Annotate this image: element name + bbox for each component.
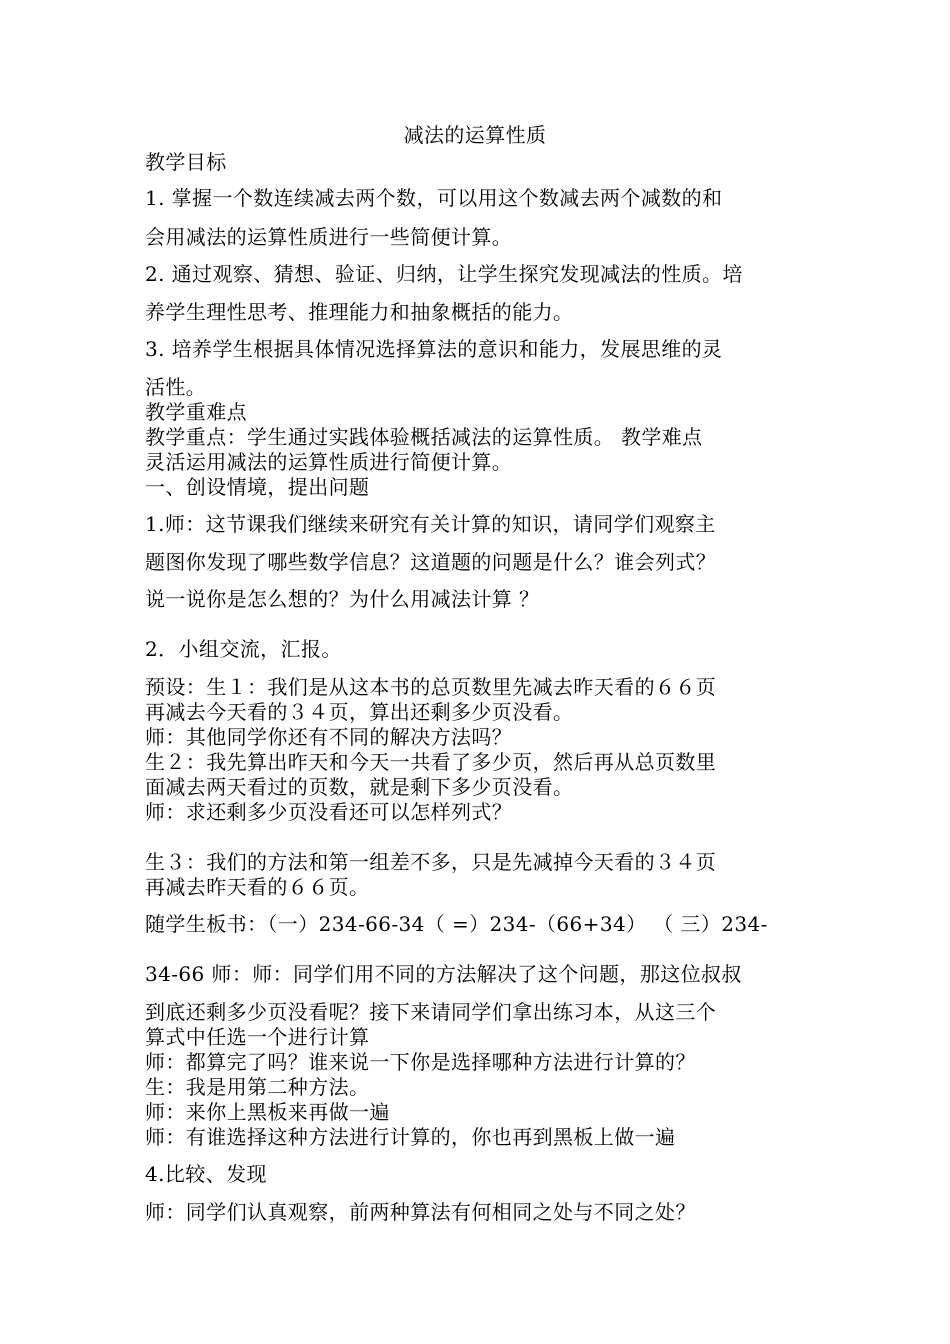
paragraph-line: 教学重点：学生通过实践体验概括减法的运算性质。 教学难点 — [145, 425, 703, 449]
section-heading: 4.比较、发现 — [145, 1162, 267, 1186]
paragraph-line: 算式中任选一个进行计算 — [145, 1025, 370, 1049]
paragraph-line: 到底还剩多少页没看呢？接下来请同学们拿出练习本，从这三个 — [145, 1000, 717, 1024]
paragraph-line: 师：求还剩多少页没看还可以怎样列式？ — [145, 800, 513, 824]
document-title: 减法的运算性质 — [403, 123, 547, 147]
paragraph-line: 3. 培养学生根据具体情况选择算法的意识和能力，发展思维的灵 — [145, 337, 723, 361]
paragraph-line: 生２：我先算出昨天和今天一共看了多少页，然后再从总页数里 — [145, 750, 717, 774]
paragraph-line: 生３：我们的方法和第一组差不多，只是先减掉今天看的３４页 — [145, 850, 717, 874]
paragraph-line: 1.师：这节课我们继续来研究有关计算的知识，请同学们观察主 — [145, 512, 716, 536]
paragraph-line: 师：同学们认真观察，前两种算法有何相同之处与不同之处？ — [145, 1200, 696, 1224]
section-heading: 教学目标 — [145, 150, 227, 174]
paragraph-line: 34-66 师：师：同学们用不同的方法解决了这个问题，那这位叔叔 — [145, 962, 742, 986]
paragraph-line: 会用减法的运算性质进行一些简便计算。 — [145, 225, 513, 249]
paragraph-line: 师：其他同学你还有不同的解决方法吗？ — [145, 725, 513, 749]
paragraph-line: 面减去两天看过的页数，就是剩下多少页没看。 — [145, 775, 574, 799]
paragraph-line: 再减去今天看的３４页，算出还剩多少页没看。 — [145, 700, 574, 724]
paragraph-line: 师：都算完了吗？谁来说一下你是选择哪种方法进行计算的？ — [145, 1050, 696, 1074]
paragraph-line: 说一说你是怎么想的？为什么用减法计算 ？ — [145, 587, 540, 611]
paragraph-line: 1. 掌握一个数连续减去两个数，可以用这个数减去两个减数的和 — [145, 186, 723, 210]
paragraph-line: 师：有谁选择这种方法进行计算的，你也再到黑板上做一遍 — [145, 1125, 676, 1149]
section-heading: 一、创设情境，提出问题 — [145, 475, 370, 499]
paragraph-line: 灵活运用减法的运算性质进行简便计算。 — [145, 450, 513, 474]
paragraph-line: 师：来你上黑板来再做一遍 — [145, 1100, 390, 1124]
paragraph-line: 再减去昨天看的６６页。 — [145, 875, 370, 899]
paragraph-line: 预设：生１：我们是从这本书的总页数里先减去昨天看的６６页 — [145, 675, 717, 699]
section-heading: 教学重难点 — [145, 400, 247, 424]
board-writing-line: 随学生板书：（一）234-66-34（ =）234-（66+34） （ 三）234- — [145, 912, 768, 936]
paragraph-line: 2. 通过观察、猜想、验证、归纳，让学生探究发现减法的性质。培 — [145, 262, 743, 286]
paragraph-line: 生：我是用第二种方法。 — [145, 1075, 370, 1099]
paragraph-line: 活性。 — [145, 375, 207, 399]
paragraph-line: 2．小组交流，汇报。 — [145, 637, 342, 661]
paragraph-line: 养学生理性思考、推理能力和抽象概括的能力。 — [145, 300, 574, 324]
paragraph-line: 题图你发现了哪些数学信息？这道题的问题是什么？谁会列式？ — [145, 550, 717, 574]
